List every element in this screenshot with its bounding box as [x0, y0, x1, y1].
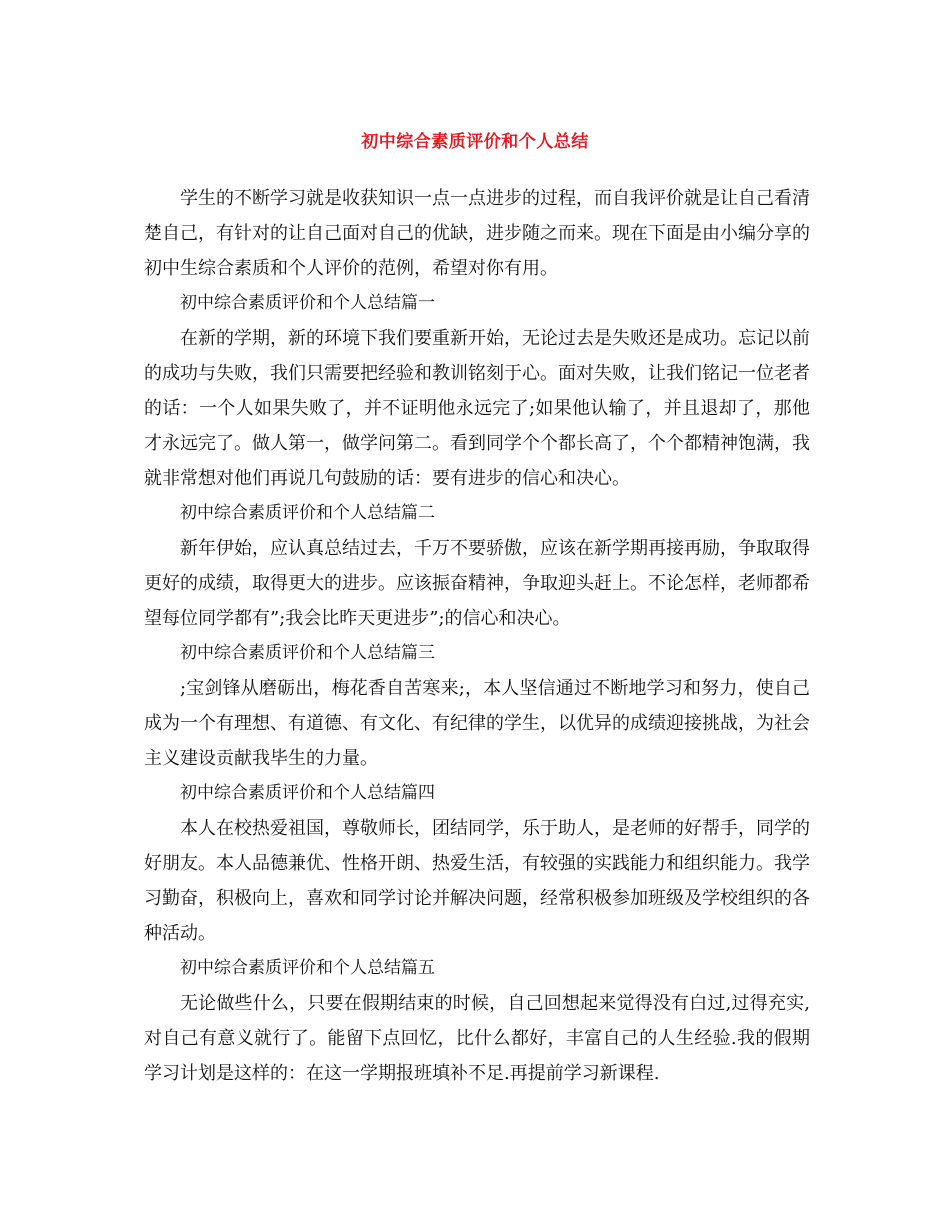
document-body [144, 181, 810, 1091]
section-2-heading: 初中综合素质评价和个人总结篇二 [180, 503, 435, 523]
section-4-heading: 初中综合素质评价和个人总结篇四 [180, 783, 435, 803]
section-1-body: 在新的学期，新的环境下我们要重新开始，无论过去是失败还是成功。忘记以前的成功与失败，我们只需要把经验和教训铭刻于心。面对失败，让我们铭记一位老者的话：一个人如果失败了，并不证明他永远完了;如果他认输了，并且退却了，那他才永远完了。做人第一，做学问第二。看到同学个个都长高了，个个都精神饱满，我就非常想对他们再说几句鼓励的话：要有进步的信心和决心。 [144, 328, 810, 489]
section-5-heading: 初中综合素质评价和个人总结篇五 [180, 958, 435, 978]
document-title: 初中综合素质评价和个人总结 [361, 132, 589, 152]
section-5-body: 无论做些什么，只要在假期结束的时候，自己回想起来觉得没有白过,过得充实,对自己有意义就行了。能留下点回忆，比什么都好，丰富自己的人生经验.我的假期学习计划是这样的：在这一学期报班填补不足.再提前学习新课程. [144, 993, 810, 1084]
section-3-heading: 初中综合素质评价和个人总结篇三 [180, 643, 435, 663]
section-1-heading: 初中综合素质评价和个人总结篇一 [180, 293, 435, 313]
section-3-body: ;宝剑锋从磨砺出，梅花香自苦寒来;，本人坚信通过不断地学习和努力，使自己成为一个有理想、有道德、有文化、有纪律的学生，以优异的成绩迎接挑战，为社会主义建设贡献我毕生的力量。 [144, 678, 810, 769]
intro-paragraph: 学生的不断学习就是收获知识一点一点进步的过程，而自我评价就是让自己看清楚自己，有针对的让自己面对自己的优缺，进步随之而来。现在下面是由小编分享的初中生综合素质和个人评价的范例，希望对你有用。 [144, 188, 810, 279]
section-2-body: 新年伊始，应认真总结过去，千万不要骄傲，应该在新学期再接再励，争取取得更好的成绩，取得更大的进步。应该振奋精神，争取迎头赶上。不论怎样，老师都希望每位同学都有”;我会比昨天更进步”;的信心和决心。 [144, 538, 810, 629]
section-4-body: 本人在校热爱祖国，尊敬师长，团结同学，乐于助人，是老师的好帮手，同学的好朋友。本人品德兼优、性格开朗、热爱生活，有较强的实践能力和组织能力。我学习勤奋，积极向上，喜欢和同学讨论并解决问题，经常积极参加班级及学校组织的各种活动。 [144, 818, 810, 944]
